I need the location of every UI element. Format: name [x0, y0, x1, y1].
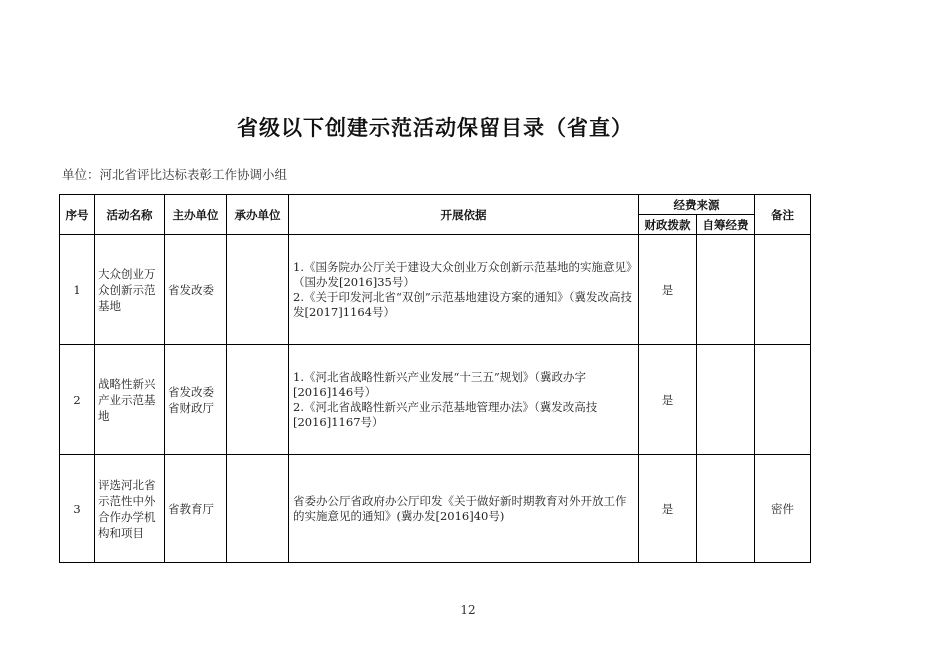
row-remarks [755, 345, 811, 455]
row-seq: 2 [60, 345, 95, 455]
table-row [60, 455, 811, 563]
row-funding-gov: 是 [639, 345, 697, 455]
row-remarks: 密件 [755, 455, 811, 563]
header-remarks: 备注 [755, 195, 811, 235]
page-title: 省级以下创建示范活动保留目录（省直） [237, 116, 633, 140]
row-seq: 3 [60, 455, 95, 563]
row-activity: 战略性新兴产业示范基地 [95, 345, 165, 455]
row-remarks [755, 235, 811, 345]
row-basis [289, 235, 639, 345]
catalog-table [59, 194, 811, 563]
row-activity: 大众创业万众创新示范基地 [95, 235, 165, 345]
row-basis [289, 455, 639, 563]
header-host: 主办单位 [165, 195, 227, 235]
row-basis-line: 2.《河北省战略性新兴产业示范基地管理办法》（冀发改高技[2016]1167号） [293, 399, 598, 429]
header-seq: 序号 [60, 195, 95, 235]
row-organizer [227, 235, 289, 345]
table-row [60, 345, 811, 455]
row-host [165, 345, 227, 455]
header-funding: 经费来源 [639, 195, 755, 215]
row-host-line: 省财政厅 [168, 400, 214, 415]
row-funding-gov: 是 [639, 455, 697, 563]
header-activity: 活动名称 [95, 195, 165, 235]
row-basis-line: 2.《关于印发河北省“双创”示范基地建设方案的通知》（冀发改高技发[2017]1164号） [293, 289, 632, 319]
page-number: 12 [460, 603, 476, 617]
row-funding-self [697, 345, 755, 455]
row-funding-self [697, 455, 755, 563]
header-funding-self: 自筹经费 [697, 215, 755, 235]
row-host-line: 省发改委 [168, 384, 214, 399]
row-basis-line: 1.《国务院办公厅关于建设大众创业万众创新示范基地的实施意见》（国办发[2016]35号） [293, 259, 632, 289]
row-activity: 评选河北省示范性中外合作办学机构和项目 [95, 455, 165, 563]
row-basis-line: 省委办公厅省政府办公厅印发《关于做好新时期教育对外开放工作的实施意见的通知》(冀办发[2016]40号) [293, 493, 627, 523]
row-basis-line: 1.《河北省战略性新兴产业发展“十三五”规划》（冀政办字[2016]146号） [293, 369, 586, 399]
unit-label: 单位：河北省评比达标表彰工作协调小组 [62, 167, 288, 182]
table-row [60, 235, 811, 345]
header-funding-gov: 财政拨款 [639, 215, 697, 235]
row-organizer [227, 345, 289, 455]
row-basis [289, 345, 639, 455]
row-organizer [227, 455, 289, 563]
row-host [165, 235, 227, 345]
row-funding-self [697, 235, 755, 345]
header-basis: 开展依据 [289, 195, 639, 235]
header-row [60, 195, 811, 215]
row-funding-gov: 是 [639, 235, 697, 345]
row-host-line: 省教育厅 [168, 501, 214, 516]
header-organizer: 承办单位 [227, 195, 289, 235]
row-host [165, 455, 227, 563]
row-seq: 1 [60, 235, 95, 345]
row-host-line: 省发改委 [168, 282, 214, 297]
